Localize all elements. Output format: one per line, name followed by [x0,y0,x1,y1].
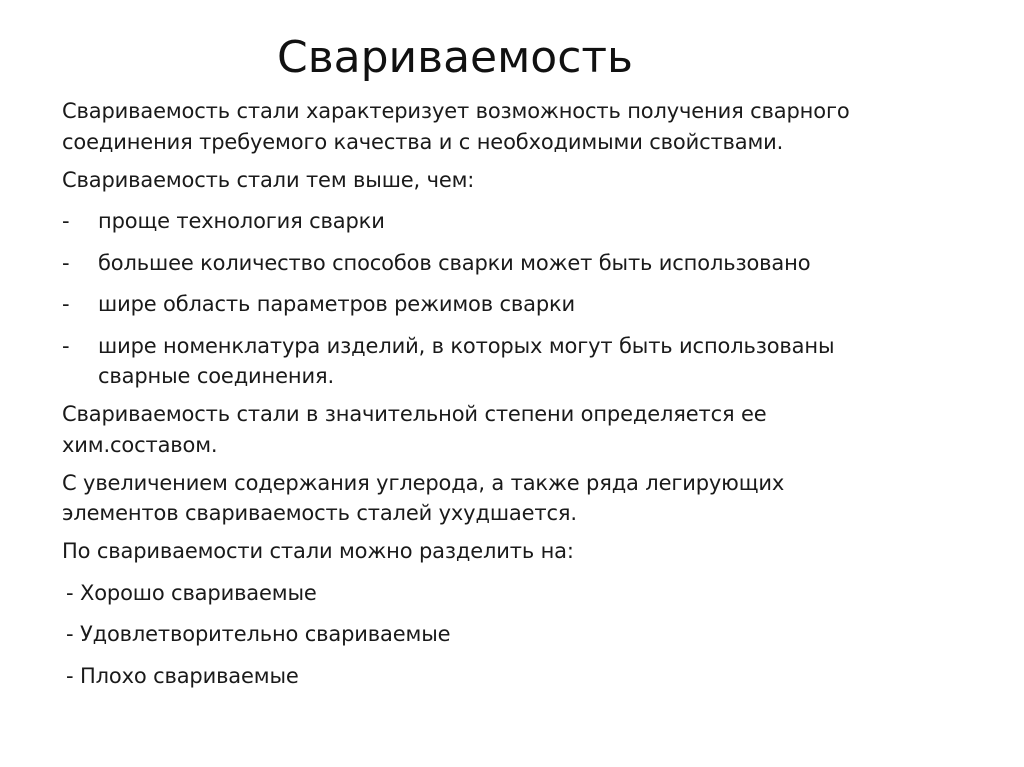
bullet-dash: - [62,250,70,275]
paragraph-line: По свариваемости стали можно разделить на: [62,539,574,563]
bullet-line: шире номенклатура изделий, в которых могут быть использованы [98,333,835,358]
category-poor: - Плохо свариваемые [66,663,299,688]
bullet-line: проще технология сварки [98,209,385,233]
bullet-line: большее количество способов сварки может быть использовано [98,250,811,275]
paragraph-line: С увеличением содержания углерода, а также ряда легирующих [62,470,785,495]
paragraph-line: соединения требуемого качества и с необходимыми свойствами. [62,129,784,154]
bullet-text [98,202,962,241]
list-item [62,327,962,393]
paragraph-line: элементов свариваемость сталей ухудшается. [62,501,577,525]
bullet-line: сварные соединения. [98,364,334,388]
bullet-dash: - [62,333,70,358]
category-good: - Хорошо свариваемые [66,580,317,605]
paragraph-criteria-intro [62,161,962,200]
paragraph-line: хим.составом. [62,432,218,457]
paragraph-line: Свариваемость стали в значительной степени определяется ее [62,402,767,426]
paragraph-line: Свариваемость стали тем выше, чем: [62,167,475,192]
paragraph-definition [62,92,962,158]
category-satisfactory: - Удовлетворительно свариваемые [66,622,451,646]
bullet-text [98,244,962,283]
bullet-dash: - [62,292,70,316]
paragraph-composition [62,395,962,461]
paragraph-carbon [62,464,962,530]
list-item [62,202,962,241]
bullet-dash: - [62,209,70,233]
list-item [62,285,962,324]
bullet-text [98,285,962,324]
paragraph-classification [62,532,962,571]
paragraph-line: Свариваемость стали характеризует возможность получения сварного [62,99,850,123]
bullet-line: шире область параметров режимов сварки [98,292,576,316]
slide-body [62,92,962,698]
list-item [62,244,962,283]
bullet-text [98,327,962,393]
slide-title: Свариваемость [277,32,633,83]
